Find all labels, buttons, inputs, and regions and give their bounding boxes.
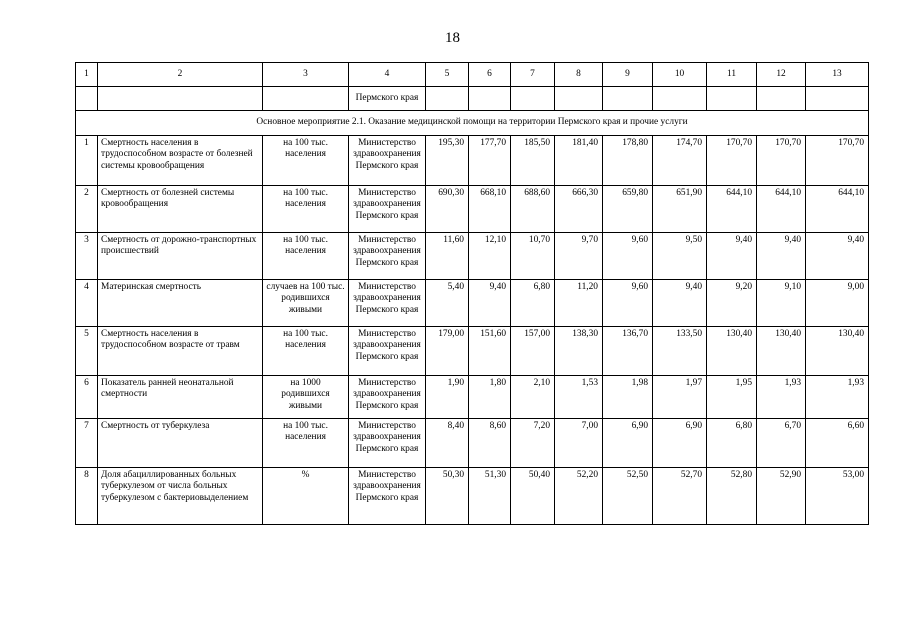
empty-cell	[76, 87, 98, 111]
column-header: 4	[349, 63, 426, 87]
value-cell: 2,10	[511, 376, 555, 419]
table-row	[76, 419, 869, 468]
value-cell: 6,70	[757, 419, 806, 468]
empty-cell	[707, 87, 757, 111]
value-cell: 51,30	[469, 468, 511, 525]
table-row	[76, 136, 869, 186]
continuation-org-cell: Пермского края	[349, 87, 426, 111]
value-cell: 5,40	[426, 280, 469, 327]
value-cell: 1,97	[653, 376, 707, 419]
row-number-cell: 3	[76, 233, 98, 280]
unit-cell: на 100 тыс. населения	[263, 136, 349, 186]
value-cell: 7,00	[555, 419, 603, 468]
organization-cell: Министерство здравоохранения Пермского края	[349, 233, 426, 280]
value-cell: 178,80	[603, 136, 653, 186]
value-cell: 8,60	[469, 419, 511, 468]
value-cell: 50,40	[511, 468, 555, 525]
value-cell: 6,90	[603, 419, 653, 468]
value-cell: 52,80	[707, 468, 757, 525]
unit-cell: %	[263, 468, 349, 525]
value-cell: 151,60	[469, 327, 511, 376]
empty-cell	[469, 87, 511, 111]
value-cell: 170,70	[757, 136, 806, 186]
row-number-cell: 7	[76, 419, 98, 468]
value-cell: 52,70	[653, 468, 707, 525]
continuation-row	[76, 87, 869, 111]
table-row	[76, 280, 869, 327]
indicator-name-cell: Смертность от дорожно-транспортных происшествий	[98, 233, 263, 280]
row-number-cell: 2	[76, 186, 98, 233]
section-row	[76, 111, 869, 136]
row-number-cell: 8	[76, 468, 98, 525]
value-cell: 138,30	[555, 327, 603, 376]
empty-cell	[511, 87, 555, 111]
column-header: 12	[757, 63, 806, 87]
value-cell: 9,40	[806, 233, 869, 280]
value-cell: 174,70	[653, 136, 707, 186]
table-row	[76, 327, 869, 376]
value-cell: 130,40	[806, 327, 869, 376]
unit-cell: на 100 тыс. населения	[263, 419, 349, 468]
column-header: 7	[511, 63, 555, 87]
value-cell: 9,20	[707, 280, 757, 327]
organization-cell: Министерство здравоохранения Пермского края	[349, 468, 426, 525]
organization-cell: Министерство здравоохранения Пермского края	[349, 327, 426, 376]
value-cell: 185,50	[511, 136, 555, 186]
column-header: 10	[653, 63, 707, 87]
table-row	[76, 376, 869, 419]
value-cell: 9,40	[653, 280, 707, 327]
header-row	[76, 63, 869, 87]
value-cell: 1,53	[555, 376, 603, 419]
empty-cell	[806, 87, 869, 111]
organization-cell: Министерство здравоохранения Пермского края	[349, 419, 426, 468]
indicator-name-cell: Смертность от туберкулеза	[98, 419, 263, 468]
row-number-cell: 5	[76, 327, 98, 376]
value-cell: 688,60	[511, 186, 555, 233]
value-cell: 8,40	[426, 419, 469, 468]
empty-cell	[653, 87, 707, 111]
indicator-name-cell: Доля абациллированных больных туберкулезом от числа больных туберкулезом с бактериовыделением	[98, 468, 263, 525]
value-cell: 644,10	[757, 186, 806, 233]
empty-cell	[263, 87, 349, 111]
value-cell: 668,10	[469, 186, 511, 233]
table-row	[76, 468, 869, 525]
value-cell: 181,40	[555, 136, 603, 186]
value-cell: 170,70	[806, 136, 869, 186]
value-cell: 7,20	[511, 419, 555, 468]
table-row	[76, 186, 869, 233]
organization-cell: Министерство здравоохранения Пермского края	[349, 186, 426, 233]
value-cell: 12,10	[469, 233, 511, 280]
column-header: 3	[263, 63, 349, 87]
value-cell: 9,50	[653, 233, 707, 280]
column-header: 9	[603, 63, 653, 87]
value-cell: 644,10	[806, 186, 869, 233]
empty-cell	[426, 87, 469, 111]
indicator-name-cell: Смертность населения в трудоспособном возрасте от травм	[98, 327, 263, 376]
column-header: 8	[555, 63, 603, 87]
value-cell: 1,80	[469, 376, 511, 419]
value-cell: 53,00	[806, 468, 869, 525]
value-cell: 6,80	[511, 280, 555, 327]
column-header: 5	[426, 63, 469, 87]
organization-cell: Министерство здравоохранения Пермского края	[349, 280, 426, 327]
indicators-table	[75, 62, 869, 525]
unit-cell: на 100 тыс. населения	[263, 327, 349, 376]
table-row	[76, 233, 869, 280]
row-number-cell: 6	[76, 376, 98, 419]
value-cell: 11,60	[426, 233, 469, 280]
empty-cell	[757, 87, 806, 111]
value-cell: 9,60	[603, 280, 653, 327]
value-cell: 1,90	[426, 376, 469, 419]
empty-cell	[555, 87, 603, 111]
value-cell: 177,70	[469, 136, 511, 186]
value-cell: 9,10	[757, 280, 806, 327]
value-cell: 10,70	[511, 233, 555, 280]
value-cell: 651,90	[653, 186, 707, 233]
empty-cell	[603, 87, 653, 111]
indicator-name-cell: Смертность населения в трудоспособном возрасте от болезней системы кровообращения	[98, 136, 263, 186]
value-cell: 9,70	[555, 233, 603, 280]
value-cell: 690,30	[426, 186, 469, 233]
indicator-name-cell: Смертность от болезней системы кровообращения	[98, 186, 263, 233]
unit-cell: случаев на 100 тыс. родившихся живыми	[263, 280, 349, 327]
value-cell: 52,50	[603, 468, 653, 525]
value-cell: 9,40	[469, 280, 511, 327]
organization-cell: Министерство здравоохранения Пермского края	[349, 136, 426, 186]
column-header: 6	[469, 63, 511, 87]
unit-cell: на 100 тыс. населения	[263, 186, 349, 233]
value-cell: 52,20	[555, 468, 603, 525]
value-cell: 1,93	[757, 376, 806, 419]
value-cell: 644,10	[707, 186, 757, 233]
column-header: 2	[98, 63, 263, 87]
value-cell: 659,80	[603, 186, 653, 233]
value-cell: 133,50	[653, 327, 707, 376]
value-cell: 9,60	[603, 233, 653, 280]
value-cell: 1,98	[603, 376, 653, 419]
indicator-name-cell: Показатель ранней неонатальной смертности	[98, 376, 263, 419]
value-cell: 130,40	[707, 327, 757, 376]
value-cell: 50,30	[426, 468, 469, 525]
organization-cell: Министерство здравоохранения Пермского края	[349, 376, 426, 419]
value-cell: 11,20	[555, 280, 603, 327]
section-title: Основное мероприятие 2.1. Оказание медицинской помощи на территории Пермского края и прочие услуги	[76, 111, 869, 136]
indicator-name-cell: Материнская смертность	[98, 280, 263, 327]
value-cell: 1,93	[806, 376, 869, 419]
row-number-cell: 4	[76, 280, 98, 327]
column-header: 1	[76, 63, 98, 87]
value-cell: 9,40	[757, 233, 806, 280]
value-cell: 9,40	[707, 233, 757, 280]
value-cell: 157,00	[511, 327, 555, 376]
column-header: 11	[707, 63, 757, 87]
value-cell: 130,40	[757, 327, 806, 376]
value-cell: 136,70	[603, 327, 653, 376]
page-number: 18	[445, 30, 460, 46]
value-cell: 195,30	[426, 136, 469, 186]
value-cell: 179,00	[426, 327, 469, 376]
empty-cell	[98, 87, 263, 111]
value-cell: 170,70	[707, 136, 757, 186]
value-cell: 6,60	[806, 419, 869, 468]
value-cell: 9,00	[806, 280, 869, 327]
column-header: 13	[806, 63, 869, 87]
value-cell: 6,80	[707, 419, 757, 468]
value-cell: 52,90	[757, 468, 806, 525]
value-cell: 666,30	[555, 186, 603, 233]
row-number-cell: 1	[76, 136, 98, 186]
unit-cell: на 100 тыс. населения	[263, 233, 349, 280]
value-cell: 6,90	[653, 419, 707, 468]
unit-cell: на 1000 родившихся живыми	[263, 376, 349, 419]
value-cell: 1,95	[707, 376, 757, 419]
